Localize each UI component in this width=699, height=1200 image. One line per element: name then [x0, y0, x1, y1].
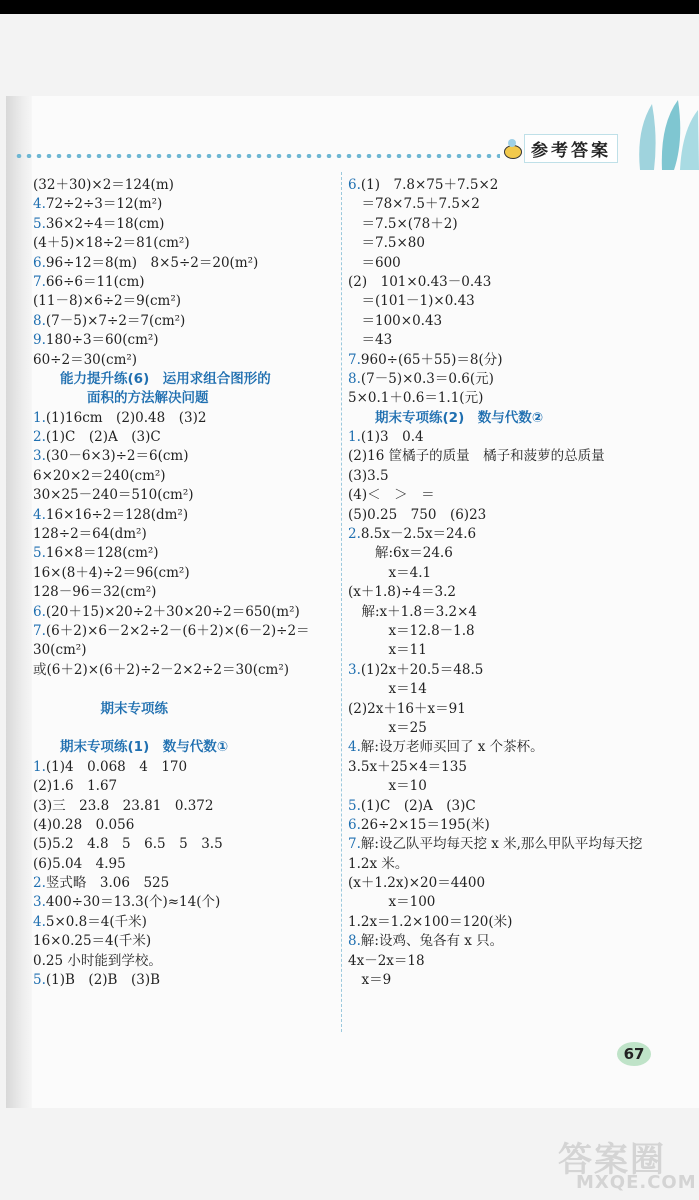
heading-text: 期末专项练(2) 数与代数② [348, 409, 544, 426]
answer-line [348, 331, 688, 350]
answer-line [348, 370, 688, 389]
answer-line [348, 622, 688, 641]
dotted-header-border [14, 154, 500, 158]
answer-text: (1)C (2)A (3)C [45, 429, 161, 446]
answer-line [33, 622, 338, 641]
answer-line [348, 835, 688, 854]
section-heading [33, 370, 338, 389]
answer-line [33, 874, 338, 893]
answer-line [348, 215, 688, 234]
answer-text: ＝(101－1)×0.43 [348, 293, 475, 310]
answer-text: 或(6＋2)×(6＋2)÷2－2×2÷2＝30(cm²) [33, 661, 290, 678]
answer-text: (1)2x＋20.5＝48.5 [360, 661, 484, 678]
heading-text: 能力提升练(6) 运用求组合图形的 [33, 370, 271, 387]
answer-text: 1.2x 米。 [348, 855, 409, 872]
answer-text: 180÷3＝60(cm²) [45, 332, 159, 349]
answer-text: 66÷6＝11(cm) [45, 273, 145, 290]
answer-text: 4x－2x＝18 [348, 952, 425, 969]
answer-line [348, 312, 688, 331]
answer-text: 400÷30＝13.3(个)≈14(个) [45, 894, 221, 911]
answer-line [348, 603, 688, 622]
answer-line [348, 195, 688, 214]
answer-text: 1.2x＝1.2×100＝120(米) [348, 913, 513, 930]
answer-text: 128－96＝32(cm²) [33, 584, 157, 601]
question-number: 3. [348, 661, 361, 678]
answer-text: 解:设万老师买回了 x 个茶杯。 [360, 739, 544, 756]
answer-text: 8.5x－2.5x＝24.6 [360, 526, 477, 543]
answer-line [33, 351, 338, 370]
question-number: 8. [348, 933, 361, 950]
answer-line [348, 506, 688, 525]
answer-line [33, 234, 338, 253]
answer-line [348, 525, 688, 544]
question-number: 8. [348, 370, 361, 387]
answer-text: (1) 7.8×75＋7.5×2 [360, 177, 499, 193]
question-number: 1. [348, 429, 361, 446]
watermark-url: MXQE.COM [576, 1172, 697, 1193]
section-heading [33, 389, 338, 408]
answer-line [348, 700, 688, 719]
watermark-logo-text: 答案圈 [558, 1140, 666, 1180]
answer-line [348, 254, 688, 273]
question-number: 7. [348, 351, 361, 368]
answer-line [33, 893, 338, 912]
answer-text: 5×0.1＋0.6＝1.1(元) [348, 390, 484, 407]
answer-text: 16×8＝128(cm²) [45, 545, 159, 562]
answer-line [33, 797, 338, 816]
answer-line [348, 641, 688, 660]
answer-text: (1)4 0.068 4 170 [45, 758, 188, 775]
question-number: 5. [33, 972, 46, 989]
answer-text: (2)2x＋16＋x＝91 [348, 700, 466, 717]
heading-text: 期末专项练 [33, 700, 168, 717]
page-number: 67 [617, 1042, 651, 1066]
answer-line [33, 544, 338, 563]
answer-line [348, 234, 688, 253]
column-divider [341, 172, 342, 1032]
answer-line [348, 893, 688, 912]
right-answer-column [348, 176, 688, 990]
answer-line [348, 389, 688, 408]
answer-text: 解:设鸡、兔各有 x 只。 [360, 933, 504, 950]
page-spine-shadow [6, 96, 32, 1108]
answer-line [348, 913, 688, 932]
answer-key-title: 参考答案 [524, 134, 618, 163]
answer-text: 960÷(65＋55)＝8(分) [360, 351, 503, 368]
answer-text: (6＋2)×6－2×2÷2－(6＋2)×(6－2)÷2＝ [45, 622, 310, 639]
answer-line [348, 952, 688, 971]
answer-line [348, 467, 688, 486]
answer-text: 解:设乙队平均每天挖 x 米,那么甲队平均每天挖 [360, 836, 643, 853]
answer-line [33, 215, 338, 234]
answer-line [33, 952, 338, 971]
answer-text: 26÷2×15＝195(米) [360, 816, 490, 833]
answer-line [348, 428, 688, 447]
bee-icon [500, 137, 524, 161]
answer-line [33, 486, 338, 505]
answer-line [33, 312, 338, 331]
answer-line [348, 797, 688, 816]
question-number: 3. [33, 448, 46, 465]
answer-text: x＝9 [348, 972, 392, 989]
answer-text: 3.5x＋25×4＝135 [348, 758, 467, 775]
question-number: 8. [33, 312, 46, 329]
answer-text: (2) 101×0.43－0.43 [348, 273, 492, 290]
question-number: 2. [348, 526, 361, 543]
answer-text: 解:6x＝24.6 [348, 545, 453, 562]
question-number: 7. [33, 273, 46, 290]
answer-line [348, 544, 688, 563]
answer-text: (1)B (2)B (3)B [45, 972, 161, 989]
heading-text: 期末专项练(1) 数与代数① [33, 739, 229, 756]
answer-line [33, 583, 338, 602]
answer-text: 16×(8＋4)÷2＝96(cm²) [33, 564, 190, 581]
question-number: 7. [33, 622, 46, 639]
answer-text: 96÷12＝8(m) 8×5÷2＝20(m²) [45, 254, 259, 271]
answer-text: (1)16cm (2)0.48 (3)2 [45, 409, 207, 426]
answer-line [348, 583, 688, 602]
answer-text: ＝100×0.43 [348, 312, 443, 329]
question-number: 5. [33, 545, 46, 562]
watermark [558, 1132, 697, 1193]
answer-line [348, 932, 688, 951]
answer-text: x＝11 [348, 642, 427, 659]
answer-text: x＝4.1 [348, 564, 432, 581]
answer-text: 36×2÷4＝18(cm) [45, 215, 165, 232]
section-heading [33, 700, 338, 719]
answer-text: ＝7.5×(78＋2) [348, 215, 458, 232]
question-number: 1. [33, 409, 46, 426]
answer-line [33, 564, 338, 583]
answer-text: x＝100 [348, 894, 436, 911]
answer-line [33, 467, 338, 486]
answer-text: ＝78×7.5＋7.5×2 [348, 196, 480, 213]
answer-line [348, 273, 688, 292]
answer-line [33, 971, 338, 990]
answer-text: x＝12.8－1.8 [348, 622, 475, 639]
answer-line [348, 855, 688, 874]
answer-text: (32＋30)×2＝124(m) [33, 177, 174, 193]
answer-line [348, 874, 688, 893]
answer-text: 60÷2＝30(cm²) [33, 351, 138, 368]
question-number: 6. [33, 254, 46, 271]
question-number: 6. [348, 816, 361, 833]
question-number: 5. [33, 215, 46, 232]
answer-text: (7－5)×7÷2＝7(cm²) [45, 312, 186, 329]
answer-text: (4)＜ ＞ ＝ [348, 487, 435, 504]
answer-text: (4＋5)×18÷2＝81(cm²) [33, 235, 190, 252]
page-header [500, 134, 618, 163]
answer-line [348, 661, 688, 680]
answer-text: 竖式略 3.06 525 [45, 875, 170, 892]
question-number: 4. [348, 739, 361, 756]
heading-text: 面积的方法解决问题 [33, 390, 209, 407]
answer-line [33, 603, 338, 622]
question-number: 6. [33, 603, 46, 620]
answer-text: (2)16 筐橘子的质量 橘子和菠萝的总质量 [348, 448, 605, 465]
leaf-decoration-icon [630, 100, 699, 170]
answer-text: 30×25－240＝510(cm²) [33, 487, 194, 504]
answer-line [33, 447, 338, 466]
answer-text: 6×20×2＝240(cm²) [33, 467, 166, 484]
answer-text: 16×16÷2＝128(dm²) [45, 506, 189, 523]
answer-line [33, 506, 338, 525]
answer-text: ＝7.5×80 [348, 235, 425, 252]
answer-text: 5×0.8＝4(千米) [45, 913, 147, 930]
answer-text: (3)3.5 [348, 467, 389, 484]
answer-line [33, 428, 338, 447]
answer-text: (x＋1.8)÷4＝3.2 [348, 584, 456, 601]
answer-text: ＝600 [348, 254, 401, 271]
answer-line [348, 564, 688, 583]
answer-line [348, 176, 688, 195]
answer-line [348, 738, 688, 757]
answer-line [33, 719, 338, 738]
question-number: 5. [348, 797, 361, 814]
question-number: 9. [33, 332, 46, 349]
question-number: 4. [33, 913, 46, 930]
answer-text: (6)5.04 4.95 [33, 855, 126, 872]
question-number: 2. [33, 875, 46, 892]
answer-text: (1)3 0.4 [360, 429, 424, 446]
answer-line [33, 835, 338, 854]
answer-line [348, 680, 688, 699]
answer-text: (5)0.25 750 (6)23 [348, 506, 487, 523]
answer-line [33, 409, 338, 428]
answer-line [33, 273, 338, 292]
answer-text: (1)C (2)A (3)C [360, 797, 476, 814]
answer-line [33, 292, 338, 311]
answer-text: x＝10 [348, 778, 427, 795]
answer-line [33, 525, 338, 544]
answer-text: 30(cm²) [33, 642, 87, 659]
answer-line [33, 661, 338, 680]
answer-text: 72÷2÷3＝12(m²) [45, 196, 163, 213]
answer-line [348, 758, 688, 777]
answer-text: ＝43 [348, 332, 393, 349]
answer-line [348, 777, 688, 796]
answer-text: (11－8)×6÷2＝9(cm²) [33, 293, 181, 310]
answer-text: x＝25 [348, 719, 427, 736]
answer-line [348, 351, 688, 370]
answer-text: (4)0.28 0.056 [33, 816, 135, 833]
question-number: 4. [33, 196, 46, 213]
question-number: 3. [33, 894, 46, 911]
answer-text: (2)1.6 1.67 [33, 778, 118, 795]
answer-line [348, 971, 688, 990]
answer-line [348, 292, 688, 311]
answer-line [33, 176, 338, 195]
answer-line [33, 195, 338, 214]
answer-line [33, 758, 338, 777]
answer-line [33, 932, 338, 951]
answer-line [33, 641, 338, 660]
answer-line [348, 486, 688, 505]
answer-line [33, 777, 338, 796]
answer-text: (5)5.2 4.8 5 6.5 5 3.5 [33, 836, 223, 853]
answer-line [33, 254, 338, 273]
section-heading [348, 409, 688, 428]
top-black-bar [0, 0, 699, 14]
answer-line [348, 816, 688, 835]
question-number: 6. [348, 177, 361, 193]
answer-text: 解:x＋1.8＝3.2×4 [348, 603, 478, 620]
question-number: 1. [33, 758, 46, 775]
answer-text: (3)三 23.8 23.81 0.372 [33, 797, 214, 814]
answer-line [33, 855, 338, 874]
question-number: 4. [33, 506, 46, 523]
answer-text: 16×0.25＝4(千米) [33, 933, 152, 950]
question-number: 7. [348, 836, 361, 853]
question-number: 2. [33, 429, 46, 446]
answer-text: x＝14 [348, 681, 427, 698]
answer-text: (x＋1.2x)×20＝4400 [348, 875, 486, 892]
answer-line [348, 447, 688, 466]
answer-text: (30－6×3)÷2＝6(cm) [45, 448, 189, 465]
answer-text: (20＋15)×20÷2＋30×20÷2＝650(m²) [45, 603, 300, 620]
answer-line [33, 816, 338, 835]
answer-line [348, 719, 688, 738]
section-heading [33, 738, 338, 757]
left-answer-column [33, 176, 338, 990]
answer-text: 128÷2＝64(dm²) [33, 526, 147, 543]
answer-text: (7－5)×0.3＝0.6(元) [360, 370, 494, 387]
answer-line [33, 331, 338, 350]
answer-text: 0.25 小时能到学校。 [33, 952, 162, 969]
answer-line [33, 913, 338, 932]
answer-line [33, 680, 338, 699]
